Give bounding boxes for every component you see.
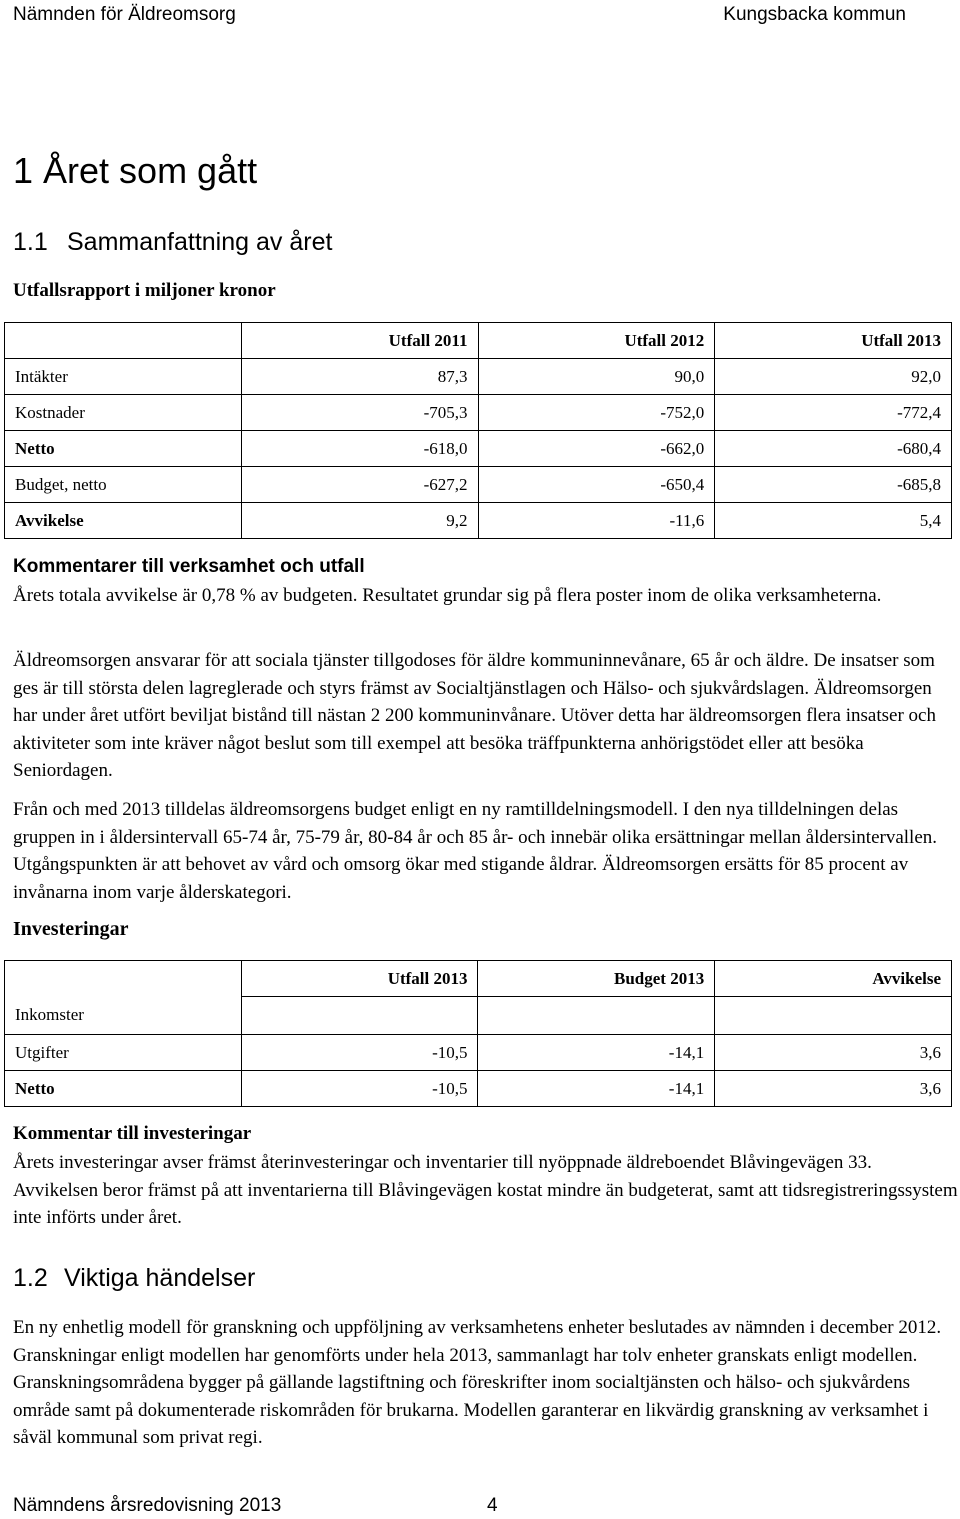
outcome-table bbox=[4, 322, 952, 539]
section-title: Viktiga händelser bbox=[64, 1264, 256, 1292]
table-cell: -680,4 bbox=[715, 431, 952, 467]
table-header-row bbox=[5, 961, 952, 997]
table-cell: 3,6 bbox=[715, 1035, 952, 1071]
table-row bbox=[5, 1035, 952, 1071]
table-cell bbox=[715, 997, 952, 1035]
report-subtitle: Utfallsrapport i miljoner kronor bbox=[13, 280, 276, 301]
table-cell: 5,4 bbox=[715, 503, 952, 539]
chapter-title: 1 Året som gått bbox=[13, 150, 258, 191]
table-cell: -662,0 bbox=[478, 431, 715, 467]
table-cell: -705,3 bbox=[241, 395, 478, 431]
table-cell: -10,5 bbox=[241, 1035, 478, 1071]
table-header-cell: Budget 2013 bbox=[478, 961, 715, 997]
comments-heading: Kommentarer till verksamhet och utfall bbox=[13, 556, 365, 577]
table-cell bbox=[478, 997, 715, 1035]
table-header-cell: Utfall 2013 bbox=[241, 961, 478, 997]
row-label: Netto bbox=[5, 1071, 242, 1107]
table-cell: -752,0 bbox=[478, 395, 715, 431]
table-cell: 3,6 bbox=[715, 1071, 952, 1107]
page-number: 4 bbox=[487, 1495, 498, 1516]
table-header-cell: Avvikelse bbox=[715, 961, 952, 997]
table-row bbox=[5, 395, 952, 431]
table-header-cell: Utfall 2011 bbox=[241, 323, 478, 359]
row-label: Inkomster bbox=[5, 997, 242, 1035]
header-right: Kungsbacka kommun bbox=[723, 4, 906, 25]
table-cell: -11,6 bbox=[478, 503, 715, 539]
section-heading-1-2 bbox=[13, 1264, 255, 1293]
investments-comment-heading: Kommentar till investeringar bbox=[13, 1123, 252, 1144]
section-number: 1.2 bbox=[13, 1264, 48, 1292]
table-header-row bbox=[5, 323, 952, 359]
table-header-cell: Utfall 2013 bbox=[715, 323, 952, 359]
row-label: Utgifter bbox=[5, 1035, 242, 1071]
investments-comment: Årets investeringar avser främst återinvesteringar och inventarier till nyöppnade äldreboendet Blåvingevägen 33. Avvikelsen beror främst på att inventarierna till Blåvingevägen kostat mindre än budgeterat, samt att tidsregistreringssystem inte införts under året. bbox=[13, 1152, 958, 1228]
table-cell: -10,5 bbox=[241, 1071, 478, 1107]
comments-paragraph-3: Från och med 2013 tilldelas äldreomsorgens budget enligt en ny ramtilldelningsmodell. I den nya tilldelningen delas gruppen in i åldersintervall 65-74 år, 75-79 år, 80-84 år och 85 år- och innebär olika ersättningar mellan åldersintervallen. Utgångspunkten är att behovet av vård och omsorg ökar med stigande åldrar. Äldreomsorgen ersätts för 85 procent av invånarna inom varje ålderskategori. bbox=[13, 799, 938, 903]
comments-paragraph-1: Årets totala avvikelse är 0,78 % av budgeten. Resultatet grundar sig på flera poster inom de olika verksamheterna. bbox=[13, 585, 882, 606]
table-row bbox=[5, 997, 952, 1035]
investments-table bbox=[4, 960, 952, 1107]
footer-title: Nämndens årsredovisning 2013 bbox=[13, 1495, 282, 1516]
table-cell: -618,0 bbox=[241, 431, 478, 467]
table-header-cell bbox=[5, 323, 242, 359]
row-label: Budget, netto bbox=[5, 467, 242, 503]
table-cell: -685,8 bbox=[715, 467, 952, 503]
row-label: Avvikelse bbox=[5, 503, 242, 539]
table-cell: 92,0 bbox=[715, 359, 952, 395]
table-row bbox=[5, 431, 952, 467]
section-title: Sammanfattning av året bbox=[67, 228, 333, 256]
row-label: Netto bbox=[5, 431, 242, 467]
table-cell: -772,4 bbox=[715, 395, 952, 431]
table-row bbox=[5, 503, 952, 539]
table-cell: 9,2 bbox=[241, 503, 478, 539]
table-cell: -14,1 bbox=[478, 1035, 715, 1071]
table-row bbox=[5, 1071, 952, 1107]
header-left: Nämnden för Äldreomsorg bbox=[13, 4, 236, 25]
row-label: Intäkter bbox=[5, 359, 242, 395]
table-cell bbox=[241, 997, 478, 1035]
table-row bbox=[5, 359, 952, 395]
table-cell: 90,0 bbox=[478, 359, 715, 395]
section-heading-1-1 bbox=[13, 228, 332, 257]
table-header-cell bbox=[5, 961, 242, 997]
row-label: Kostnader bbox=[5, 395, 242, 431]
table-cell: -650,4 bbox=[478, 467, 715, 503]
section-number: 1.1 bbox=[13, 228, 48, 256]
comments-paragraph-2: Äldreomsorgen ansvarar för att sociala tjänster tillgodoses för äldre kommuninnevånare, 65 år och äldre. De insatser som ges är till största delen lagreglerade och styrs främst av Socialtjänstlagen och Hälso- och sjukvårdslagen. Äldreomsorgen har under året utfört beviljat bistånd till nästan 2 200 kommuninvånare. Utöver detta har äldreomsorgen flera insatser och aktiviteter som inte kräver något beslut som till exempel att besöka träffpunkterna anhörigstödet eller att besöka Seniordagen. bbox=[13, 650, 936, 781]
events-paragraph: En ny enhetlig modell för granskning och uppföljning av verksamhetens enheter beslutades av nämnden i december 2012. Granskningar enligt modellen har genomförts under hela 2013, sammanlagt har tolv enheter granskats enligt modellen. Granskningsområdena bygger på gällande lagstiftning och föreskrifter inom socialtjänsten och hälso- och sjukvårdens område samt på dokumenterade riskområden för brukarna. Modellen garanterar en likvärdig granskning av verksamhet i såväl kommunal som privat regi. bbox=[13, 1317, 942, 1448]
table-header-cell: Utfall 2012 bbox=[478, 323, 715, 359]
table-cell: 87,3 bbox=[241, 359, 478, 395]
investments-heading: Investeringar bbox=[13, 918, 129, 940]
table-row bbox=[5, 467, 952, 503]
table-cell: -627,2 bbox=[241, 467, 478, 503]
table-cell: -14,1 bbox=[478, 1071, 715, 1107]
